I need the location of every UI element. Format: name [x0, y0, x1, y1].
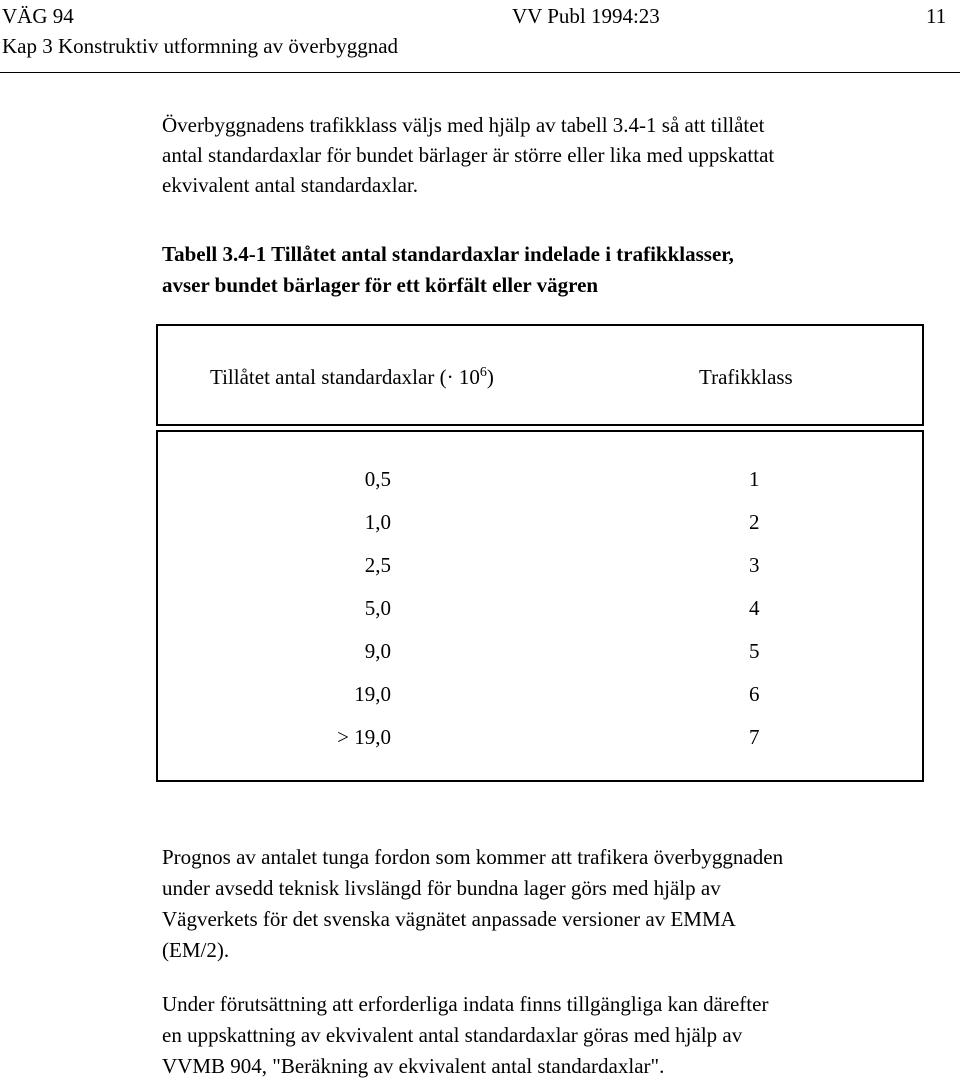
paragraph-2-line-3: Vägverkets för det svenska vägnätet anpassade versioner av EMMA	[162, 907, 736, 931]
table-row-6-axles: 19,0	[354, 682, 391, 706]
table-row-7-class: 7	[749, 725, 760, 749]
col1-header-text: Tillåtet antal standardaxlar (	[210, 365, 447, 389]
table-row-2-class: 2	[749, 510, 760, 534]
intro-line-3: ekvivalent antal standardaxlar.	[162, 173, 418, 197]
col1-header-mult: ·	[446, 365, 454, 389]
header-series: VÄG 94	[2, 4, 74, 28]
header-page-number: 11	[926, 4, 947, 28]
table-row-4-axles: 5,0	[364, 596, 391, 620]
table-row-1-class: 1	[749, 467, 760, 491]
header-rule	[0, 72, 960, 73]
table-row-4-class: 4	[749, 596, 760, 620]
table-col1-header	[210, 364, 494, 390]
table-col2-header: Trafikklass	[699, 365, 793, 389]
col1-header-exponent: 6	[479, 365, 487, 380]
table-caption-line-1: Tabell 3.4-1 Tillåtet antal standardaxlar indelade i trafikklasser,	[162, 242, 734, 266]
table-row-5-class: 5	[749, 639, 760, 663]
table-row-1-axles: 0,5	[364, 467, 391, 491]
paragraph-3-line-2: en uppskattning av ekvivalent antal standardaxlar göras med hjälp av	[162, 1023, 743, 1047]
paragraph-3-line-1: Under förutsättning att erforderliga indata finns tillgängliga kan därefter	[162, 992, 769, 1016]
intro-line-1: Överbyggnadens trafikklass väljs med hjälp av tabell 3.4-1 så att tillåtet	[162, 113, 765, 137]
col1-header-close: )	[486, 365, 494, 389]
paragraph-2-line-1: Prognos av antalet tunga fordon som kommer att trafikera överbyggnaden	[162, 845, 784, 869]
table-row-7-axles: > 19,0	[337, 725, 391, 749]
paragraph-3-line-3: VVMB 904, "Beräkning av ekvivalent antal standardaxlar".	[162, 1054, 665, 1078]
paragraph-2-line-2: under avsedd teknisk livslängd för bundna lager görs med hjälp av	[162, 876, 721, 900]
table-row-3-axles: 2,5	[364, 553, 391, 577]
table-caption-line-2: avser bundet bärlager för ett körfält eller vägren	[162, 273, 599, 297]
table-row-6-class: 6	[749, 682, 760, 706]
table-row-3-class: 3	[749, 553, 760, 577]
header-chapter: Kap 3 Konstruktiv utformning av överbyggnad	[2, 34, 399, 58]
header-publication: VV Publ 1994:23	[512, 4, 660, 28]
paragraph-2-line-4: (EM/2).	[162, 938, 230, 962]
col1-header-base: 10	[453, 365, 480, 389]
table-row-2-axles: 1,0	[364, 510, 391, 534]
table-row-5-axles: 9,0	[364, 639, 391, 663]
intro-line-2: antal standardaxlar för bundet bärlager är större eller lika med uppskattat	[162, 143, 775, 167]
